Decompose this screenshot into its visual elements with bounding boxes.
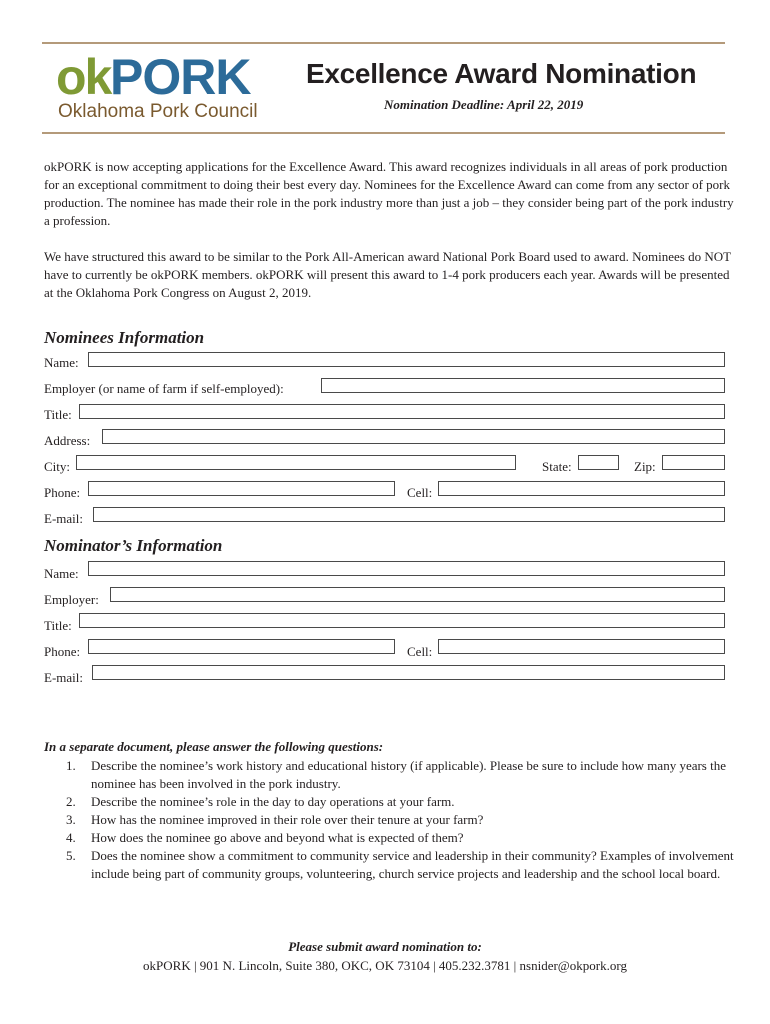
question-text: How does the nominee go above and beyond what is expected of them?	[91, 830, 464, 845]
question-number: 5.	[66, 848, 76, 863]
nominator-phone-label: Phone:	[44, 644, 81, 659]
nominee-city-field[interactable]	[76, 455, 516, 470]
question-item	[44, 793, 734, 811]
contact-info: okPORK | 901 N. Lincoln, Suite 380, OKC, OK 73104 | 405.232.3781 | nsnider@okpork.org	[143, 958, 627, 973]
submit-instructions: Please submit award nomination to:	[288, 939, 482, 954]
question-item	[44, 757, 734, 793]
nominee-address-label: Address:	[44, 433, 91, 448]
nominee-title-field[interactable]	[79, 404, 725, 419]
question-item	[44, 847, 734, 883]
nominator-name-field[interactable]	[88, 561, 725, 576]
page-title: Excellence Award Nomination	[306, 58, 697, 89]
nominator-cell-label: Cell:	[407, 644, 433, 659]
logo-pork-text: PORK	[110, 49, 251, 105]
nominee-state-label: State:	[542, 459, 572, 474]
nominee-cell-field[interactable]	[438, 481, 725, 496]
nominee-zip-field[interactable]	[662, 455, 725, 470]
question-text: Describe the nominee’s work history and educational history (if applicable). Please be sure to include how many years the nominee has been involved in the pork industry.	[91, 758, 727, 791]
top-rule	[42, 42, 725, 44]
nominee-state-field[interactable]	[578, 455, 619, 470]
intro-paragraph-2: We have structured this award to be similar to the Pork All-American award National Pork Board used to award. Nominees do NOT have to currently be okPORK members. okPORK will present this award to 1-4 pork producers each year. Awards will be presented at the Oklahoma Pork Congress on August 2, 2019.	[44, 249, 731, 300]
nominator-cell-field[interactable]	[438, 639, 725, 654]
nominator-phone-field[interactable]	[88, 639, 395, 654]
nominee-employer-field[interactable]	[321, 378, 725, 393]
nominator-name-label: Name:	[44, 566, 79, 581]
nominator-email-field[interactable]	[92, 665, 725, 680]
nominator-title-field[interactable]	[79, 613, 725, 628]
nominee-phone-label: Phone:	[44, 485, 81, 500]
question-number: 2.	[66, 794, 76, 809]
logo-ok-text: ok	[56, 49, 111, 105]
nominee-address-field[interactable]	[102, 429, 725, 444]
question-item	[44, 829, 734, 847]
nominee-title-label: Title:	[44, 407, 72, 422]
okpork-logo	[56, 50, 256, 126]
nominator-email-label: E-mail:	[44, 670, 83, 685]
logo-org-text: Oklahoma Pork Council	[58, 101, 258, 122]
nomination-deadline: Nomination Deadline: April 22, 2019	[384, 97, 584, 112]
nominee-zip-label: Zip:	[634, 459, 656, 474]
question-text: Does the nominee show a commitment to community service and leadership in their community? Examples of involvement include being part of community groups, volunteering, church service projects and leadership and the school local board.	[91, 848, 734, 881]
nominee-name-field[interactable]	[88, 352, 725, 367]
nominator-section-heading: Nominator’s Information	[44, 536, 223, 555]
nominator-title-label: Title:	[44, 618, 72, 633]
nominee-cell-label: Cell:	[407, 485, 433, 500]
nominator-employer-label: Employer:	[44, 592, 99, 607]
question-text: Describe the nominee’s role in the day to day operations at your farm.	[91, 794, 455, 809]
nominee-employer-label: Employer (or name of farm if self-employed):	[44, 381, 284, 396]
questions-list	[44, 757, 734, 883]
header-bottom-rule	[42, 132, 725, 134]
question-number: 1.	[66, 758, 76, 773]
nominee-city-label: City:	[44, 459, 71, 474]
question-item	[44, 811, 734, 829]
nominee-section-heading: Nominees Information	[44, 328, 205, 347]
nominee-phone-field[interactable]	[88, 481, 395, 496]
questions-intro: In a separate document, please answer the following questions:	[44, 739, 384, 754]
question-number: 3.	[66, 812, 76, 827]
intro-paragraph-1: okPORK is now accepting applications for the Excellence Award. This award recognizes individuals in all areas of pork production for an exceptional commitment to doing their best every day. Nominees for the Excellence Award can come from any sector of pork production. The nominee has made their role in the pork industry more than just a job – they consider being part of the pork industry a profession.	[44, 159, 734, 228]
nominee-email-field[interactable]	[93, 507, 725, 522]
nominator-employer-field[interactable]	[110, 587, 725, 602]
question-text: How has the nominee improved in their role over their tenure at your farm?	[91, 812, 484, 827]
nominee-name-label: Name:	[44, 355, 79, 370]
question-number: 4.	[66, 830, 76, 845]
nominee-email-label: E-mail:	[44, 511, 83, 526]
